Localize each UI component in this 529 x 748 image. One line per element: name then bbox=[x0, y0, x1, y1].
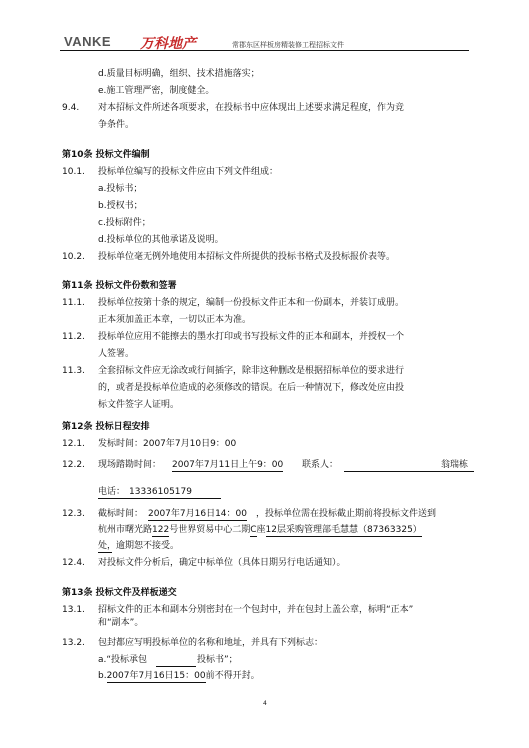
section-heading: 第10条 投标文件编制 bbox=[62, 150, 150, 160]
deadline-label: 截标时间： bbox=[98, 509, 144, 519]
paragraph-line: 的，或者是投标单位造成的必须修改的错误。在后一种情况下，修改处应由投 bbox=[98, 383, 405, 393]
section-heading: 第12条 投标日程安排 bbox=[62, 422, 150, 432]
label-a-suffix: 投标书”； bbox=[197, 655, 238, 665]
phone-underline bbox=[98, 498, 221, 499]
page-number: 4 bbox=[263, 700, 267, 707]
issue-time: 发标时间：2007年7月10日9：00 bbox=[98, 439, 237, 449]
header-title: 常郡东区样板房精装修工程招标文件 bbox=[232, 41, 344, 49]
paragraph-line: 对本招标文件所述各项要求，在投标书中应体现出上述要求满足程度，作为竞 bbox=[98, 103, 405, 113]
section-heading: 第11条 投标文件份数和签署 bbox=[62, 281, 177, 291]
clause-number: 11.1. bbox=[62, 298, 85, 308]
paragraph-line: 标文件签字人证明。 bbox=[98, 400, 180, 410]
clause-number: 12.3. bbox=[62, 509, 85, 519]
clause-number: 13.2. bbox=[62, 638, 85, 648]
paragraph-line: 投标单位毫无例外地使用本招标文件所提供的投标书格式及投标报价表等。 bbox=[98, 252, 396, 262]
paragraph-line: 争条件。 bbox=[98, 120, 135, 130]
deadline-time: 2007年7月16日14：00 bbox=[148, 509, 247, 519]
paragraph-line: 全套招标文件应无涂改或行间插字，除非这种删改是根据招标单位的要求进行 bbox=[98, 366, 405, 376]
paragraph-line: 人签署。 bbox=[98, 349, 135, 359]
line-e-management: e.施工管理严密，制度健全。 bbox=[98, 86, 215, 96]
clause-number: 12.1. bbox=[62, 439, 85, 449]
clause-number: 12.4. bbox=[62, 558, 85, 568]
paragraph-line: 包封都应写明投标单位的名称和地址，并具有下列标志： bbox=[98, 638, 324, 648]
clause-number: 13.1. bbox=[62, 605, 85, 615]
paragraph-line: 正本须加盖正本章，一切以正本为准。 bbox=[98, 315, 252, 325]
contact-name: 翁瑞栋 bbox=[441, 460, 469, 470]
paragraph-line: 和“副本”。 bbox=[98, 618, 144, 628]
phone-number: 13336105179 bbox=[129, 487, 192, 497]
list-item: a.投标书； bbox=[98, 184, 143, 194]
clause-number: 10.2. bbox=[62, 252, 85, 262]
clause-number: 12.2. bbox=[62, 460, 85, 470]
phone-label: 电话： bbox=[98, 487, 126, 497]
label-b-line: b.2007年7月16日15：00前不得开封。 bbox=[98, 671, 260, 681]
site-visit-time: 2007年7月11日上午9：00 bbox=[172, 460, 284, 470]
paragraph-line: 对投标文件分析后，确定中标单位（具体日期另行电话通知）。 bbox=[98, 558, 346, 568]
paragraph-line: 投标单位按第十条的规定，编制一份投标文件正本和一份副本，并装订成册。 bbox=[98, 298, 405, 308]
vanke-logo-en: VANKE bbox=[64, 34, 112, 49]
paragraph-line: 招标文件的正本和副本分别密封在一个包封中，并在包封上盖公章，标明“正本” bbox=[98, 605, 414, 615]
paragraph-line: 处，逾期恕不接受。 bbox=[98, 541, 180, 551]
clause-number: 9.4. bbox=[62, 103, 80, 113]
address-underline-tail bbox=[98, 552, 112, 553]
paragraph-line: 投标单位应用不能擦去的墨水打印或书写投标文件的正本和副本，并授权一个 bbox=[98, 332, 405, 342]
clause-number: 11.2. bbox=[62, 332, 85, 342]
list-item: d.投标单位的其他承诺及说明。 bbox=[98, 235, 224, 245]
paragraph-line: ，投标单位需在投标截止期前将投标文件送到 bbox=[256, 509, 437, 519]
delivery-address: 杭州市曙光路122号世界贸易中心二期C座12层采购管理部毛慧慧（87363325） bbox=[98, 525, 422, 535]
header-rule bbox=[60, 50, 469, 51]
section-heading: 第13条 投标文件及样板递交 bbox=[62, 588, 177, 598]
label-a-line: a.“投标承包 bbox=[98, 655, 148, 665]
line-d-quality: d.质量目标明确，组织、技术措施落实； bbox=[98, 69, 260, 79]
site-visit-label: 现场踏勘时间： bbox=[98, 460, 162, 470]
contact-underline bbox=[344, 471, 474, 472]
paragraph-line: 投标单位编写的投标文件应由下列文件组成： bbox=[98, 167, 279, 177]
clause-number: 10.1. bbox=[62, 167, 85, 177]
list-item: b.授权书； bbox=[98, 201, 143, 211]
label-a-underline bbox=[156, 666, 196, 667]
contact-label: 联系人： bbox=[302, 460, 339, 470]
list-item: c.投标附件； bbox=[98, 218, 151, 228]
vanke-logo-cn: 万科地产 bbox=[140, 36, 196, 52]
clause-number: 11.3. bbox=[62, 366, 85, 376]
